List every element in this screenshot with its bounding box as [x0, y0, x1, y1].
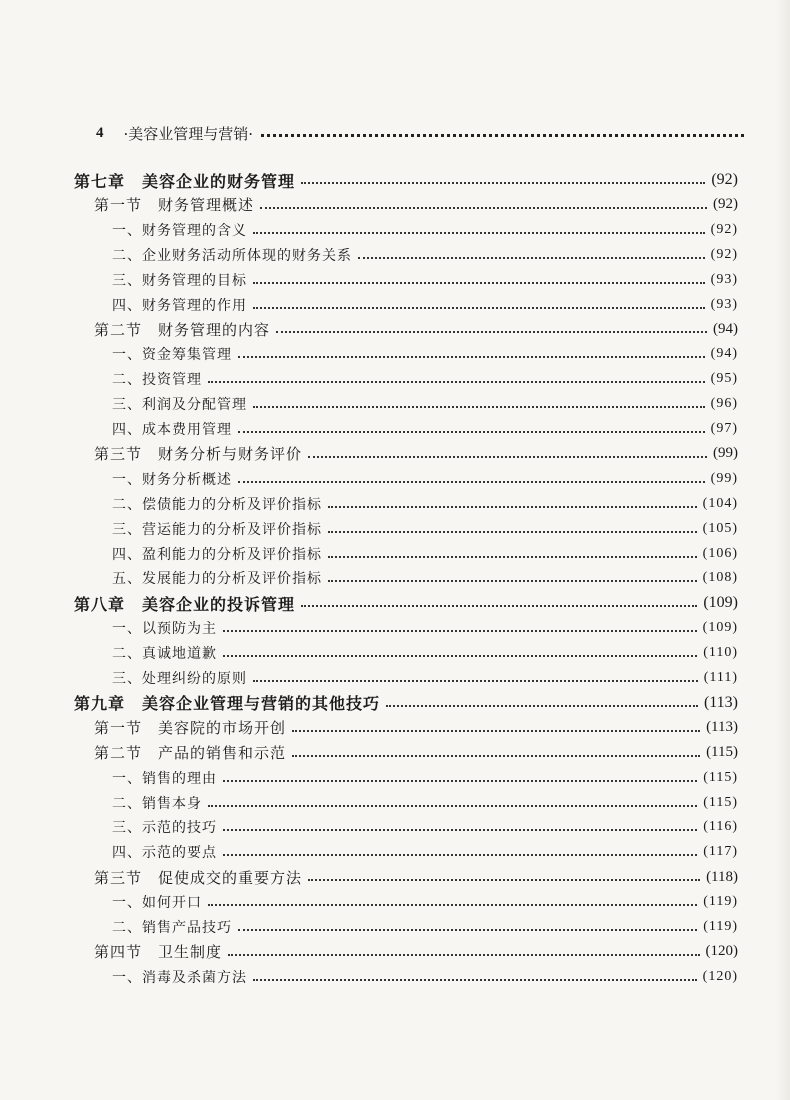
toc-item [112, 890, 738, 914]
toc-entry-title: 第一节 美容院的市场开创 [94, 719, 287, 738]
toc-item [112, 542, 738, 566]
toc-page-number: (93) [710, 271, 738, 287]
toc-page-number: (93) [710, 296, 738, 312]
toc-entry-title: 第三节 促使成交的重要方法 [94, 868, 303, 887]
toc-chapter [74, 168, 738, 192]
toc-page-number: (104) [702, 495, 738, 511]
dot-leader [328, 580, 697, 582]
toc-page-number: (92) [710, 221, 738, 237]
toc-page-number: (96) [710, 396, 738, 412]
toc-section [94, 741, 738, 765]
toc-page-number: (94) [710, 346, 738, 362]
toc-page-number: (92) [711, 171, 738, 188]
dot-leader [253, 406, 705, 408]
dot-leader [208, 381, 705, 383]
toc-entry-title: 第八章 美容企业的投诉管理 [74, 594, 296, 614]
toc-entry-title: 二、销售产品技巧 [112, 920, 232, 936]
toc-entry-title: 三、营运能力的分析及评价指标 [112, 521, 322, 538]
toc-item [112, 616, 738, 640]
toc-section [94, 193, 738, 217]
toc-item [112, 342, 738, 366]
toc-entry-title: 五、发展能力的分析及评价指标 [112, 571, 322, 588]
toc-entry-title: 二、投资管理 [112, 372, 202, 389]
toc-section [94, 865, 738, 889]
toc-entry-title: 第二节 财务管理的内容 [94, 320, 271, 339]
toc-entry-title: 二、企业财务活动所体现的财务关系 [112, 247, 352, 264]
dot-leader [238, 431, 705, 433]
toc-item [112, 243, 738, 267]
toc-page-number: (119) [703, 919, 738, 934]
toc-item [112, 566, 738, 590]
dot-leader [253, 680, 698, 682]
toc-entry-title: 三、处理纠纷的原则 [112, 671, 247, 687]
toc-page-number: (113) [703, 693, 738, 711]
dot-leader [301, 605, 697, 607]
toc-entry-title: 第一节 财务管理概述 [94, 196, 255, 215]
toc-entry-title: 第七章 美容企业的财务管理 [74, 171, 296, 191]
toc-item [112, 791, 738, 815]
toc-item [112, 218, 738, 242]
toc-page-number: (97) [710, 421, 738, 436]
toc-item [112, 965, 738, 989]
toc-page-number: (110) [703, 645, 738, 661]
toc-chapter [74, 691, 738, 715]
dot-leader [328, 556, 697, 558]
toc-entry-title: 四、财务管理的作用 [112, 297, 247, 314]
dot-leader [223, 630, 697, 632]
toc-page-number: (109) [702, 620, 738, 636]
toc-page-number: (106) [702, 545, 738, 561]
toc-item [112, 815, 738, 839]
dot-leader [223, 780, 697, 782]
toc-entry-title: 一、财务分析概述 [112, 471, 232, 488]
toc-page-number: (99) [710, 470, 738, 486]
toc-page-number: (115) [703, 794, 738, 810]
toc-entry-title: 三、示范的技巧 [112, 820, 217, 837]
toc-page-number: (113) [706, 719, 738, 736]
toc-entry-title: 三、财务管理的目标 [112, 272, 247, 289]
toc-item [112, 641, 738, 665]
toc-section [94, 716, 738, 740]
dot-leader [308, 456, 707, 458]
toc-page-number: (99) [713, 445, 738, 462]
toc-item [112, 417, 738, 441]
toc-section [94, 317, 738, 341]
toc-entry-title: 一、财务管理的含义 [112, 222, 247, 239]
toc-page-number: (120) [702, 968, 738, 984]
dot-leader [253, 979, 697, 981]
toc-page-number: (120) [705, 943, 738, 960]
dot-leader [208, 805, 697, 807]
toc-entry-title: 四、盈利能力的分析及评价指标 [112, 546, 322, 563]
dot-leader [238, 356, 705, 358]
toc-page-number: (119) [703, 894, 738, 910]
dot-leader [260, 207, 707, 209]
toc-item [112, 367, 738, 391]
dot-leader [223, 655, 697, 657]
dot-leader [301, 182, 705, 184]
toc-entry-title: 第九章 美容企业管理与营销的其他技巧 [74, 694, 381, 714]
toc-section [94, 940, 738, 964]
toc-entry-title: 第四节 卫生制度 [94, 943, 223, 962]
dot-leader [308, 879, 700, 881]
toc-entry-title: 四、示范的要点 [112, 845, 217, 862]
toc-page-number: (111) [703, 670, 738, 685]
toc-item [112, 392, 738, 416]
dot-leader [228, 954, 699, 956]
toc-entry-title: 三、利润及分配管理 [112, 397, 247, 414]
toc-page-number: (92) [713, 196, 738, 213]
toc-entry-title: 二、偿债能力的分析及评价指标 [112, 496, 322, 513]
dot-leader [386, 705, 698, 707]
toc-entry-title: 一、消毒及杀菌方法 [112, 969, 247, 986]
toc-entry-title: 第二节 产品的销售和示范 [94, 744, 287, 763]
dot-leader [223, 854, 697, 856]
toc-page-number: (92) [710, 246, 738, 262]
dot-leader [276, 331, 707, 333]
toc-page-number: (105) [702, 520, 738, 536]
toc-page-number: (116) [703, 819, 738, 835]
toc-entry-title: 一、以预防为主 [112, 621, 217, 638]
toc-entry-title: 第三节 财务分析与财务评价 [94, 445, 303, 464]
toc-page-number: (117) [703, 844, 738, 860]
dot-leader [292, 730, 700, 732]
page-edge-shadow [776, 0, 790, 1100]
toc-item [112, 268, 738, 292]
toc-entry-title: 一、资金筹集管理 [112, 347, 232, 364]
dot-leader [328, 531, 697, 533]
running-title: ·美容业管理与营销· [123, 124, 254, 143]
toc-item [112, 517, 738, 541]
toc-entry-title: 一、销售的理由 [112, 770, 217, 787]
toc-item [112, 766, 738, 790]
dot-leader [292, 755, 700, 757]
toc-page-number: (115) [706, 744, 738, 761]
toc-page-number: (109) [703, 594, 738, 612]
dot-leader [208, 904, 697, 906]
toc-item [112, 293, 738, 317]
toc-item [112, 915, 738, 939]
toc-page-number: (95) [710, 371, 738, 387]
toc-item [112, 666, 738, 690]
toc-page-number: (118) [706, 868, 738, 885]
toc-item [112, 467, 738, 491]
toc-page-number: (94) [713, 320, 738, 337]
dot-leader [253, 232, 705, 234]
toc-entry-title: 二、销售本身 [112, 795, 202, 812]
toc-chapter [74, 591, 738, 615]
toc-entry-title: 一、如何开口 [112, 895, 202, 912]
toc-item [112, 492, 738, 516]
dot-leader [238, 929, 697, 931]
dot-leader [358, 257, 705, 259]
toc-entry-title: 二、真诚地道歉 [112, 646, 217, 663]
dot-leader [328, 506, 697, 508]
page-number: 4 [96, 124, 104, 141]
dot-leader [253, 307, 705, 309]
dot-leader [253, 282, 705, 284]
dot-leader [238, 481, 705, 483]
toc-page-number: (108) [702, 570, 738, 586]
toc-page-number: (115) [703, 769, 738, 785]
toc-item [112, 840, 738, 864]
dot-leader [223, 829, 697, 831]
toc-entry-title: 四、成本费用管理 [112, 422, 232, 438]
toc-section [94, 442, 738, 466]
